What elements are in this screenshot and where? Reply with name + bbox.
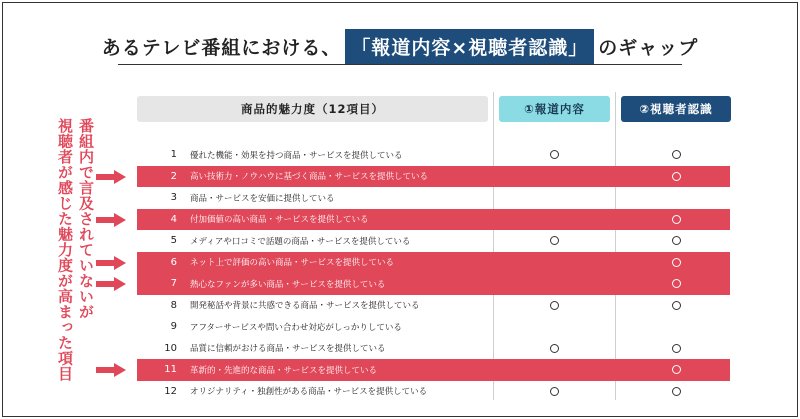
right-arrow-icon xyxy=(96,170,126,184)
viewer-circle-mark xyxy=(672,344,681,353)
row-number: 8 xyxy=(170,299,177,311)
row-label: 熱心なファンが多い商品・サービスを提供している xyxy=(190,279,386,290)
table-row xyxy=(137,144,730,166)
title-prefix: あるテレビ番組における、 xyxy=(101,36,342,59)
table-row xyxy=(137,338,730,360)
right-arrow-icon xyxy=(96,213,126,227)
row-number: 3 xyxy=(170,192,177,204)
row-label: 高い技術力・ノウハウに基づく商品・サービスを提供している xyxy=(190,172,429,183)
row-label: 品質に信頼がおける商品・サービスを提供している xyxy=(190,344,386,355)
row-label: ネット上で評価の高い商品・サービスを提供している xyxy=(190,258,395,269)
row-number: 4 xyxy=(170,213,177,225)
row-label: 革新的・先進的な商品・サービスを提供している xyxy=(190,365,378,376)
report-circle-mark xyxy=(550,150,559,159)
row-number: 10 xyxy=(164,342,177,354)
report-circle-mark xyxy=(550,387,559,396)
right-arrow-icon xyxy=(96,256,126,270)
viewer-circle-mark xyxy=(672,150,681,159)
header-report-content: ①報道内容 xyxy=(499,96,610,122)
header-viewer-recognition: ②視聴者認識 xyxy=(621,96,731,122)
viewer-circle-mark xyxy=(672,279,681,288)
row-label: 付加価値の高い商品・サービスを提供している xyxy=(190,215,369,226)
table-row xyxy=(137,252,730,274)
table-row xyxy=(137,273,730,295)
row-label: 商品・サービスを安価に提供している xyxy=(190,193,335,204)
row-number: 1 xyxy=(170,149,177,161)
row-number: 12 xyxy=(164,385,177,397)
row-number: 9 xyxy=(170,321,177,333)
side-note-line-2: 視聴者が感じた魅力度が高まった項目 xyxy=(56,118,74,382)
report-circle-mark xyxy=(550,301,559,310)
table-row xyxy=(137,359,730,381)
title-underline xyxy=(118,64,682,65)
row-number: 5 xyxy=(170,235,177,247)
viewer-circle-mark xyxy=(672,215,681,224)
table-row xyxy=(137,166,730,188)
right-arrow-icon xyxy=(96,277,126,291)
row-number: 2 xyxy=(170,170,177,182)
report-circle-mark xyxy=(550,344,559,353)
row-number: 7 xyxy=(170,278,177,290)
side-note xyxy=(56,118,94,382)
table-row xyxy=(137,381,730,403)
viewer-circle-mark xyxy=(672,301,681,310)
row-label: 開発秘話や背景に共感できる商品・サービスを提供している xyxy=(190,301,420,312)
table-row xyxy=(137,187,730,209)
title-suffix: のギャップ xyxy=(598,36,699,59)
row-number: 6 xyxy=(170,256,177,268)
viewer-circle-mark xyxy=(672,387,681,396)
title xyxy=(0,30,800,62)
side-note-line-1: 番組内で言及されていないが xyxy=(77,118,95,320)
attribute-table xyxy=(137,144,730,402)
viewer-circle-mark xyxy=(672,172,681,181)
row-label: オリジナリティ・独創性がある商品・サービスを提供している xyxy=(190,387,428,398)
header-attractiveness: 商品的魅力度（12項目） xyxy=(137,96,488,122)
table-row xyxy=(137,316,730,338)
row-label: メディアや口コミで話題の商品・サービスを提供している xyxy=(190,236,411,247)
row-label: 優れた機能・効果を持つ商品・サービスを提供している xyxy=(190,150,403,161)
title-highlight: 「報道内容×視聴者認識」 xyxy=(345,29,594,64)
table-row xyxy=(137,295,730,317)
row-number: 11 xyxy=(164,364,177,376)
report-circle-mark xyxy=(550,236,559,245)
viewer-circle-mark xyxy=(672,258,681,267)
viewer-circle-mark xyxy=(672,365,681,374)
row-label: アフターサービスや問い合わせ対応がしっかりしている xyxy=(190,322,402,333)
right-arrow-icon xyxy=(96,363,126,377)
viewer-circle-mark xyxy=(672,236,681,245)
table-row xyxy=(137,209,730,231)
table-row xyxy=(137,230,730,252)
